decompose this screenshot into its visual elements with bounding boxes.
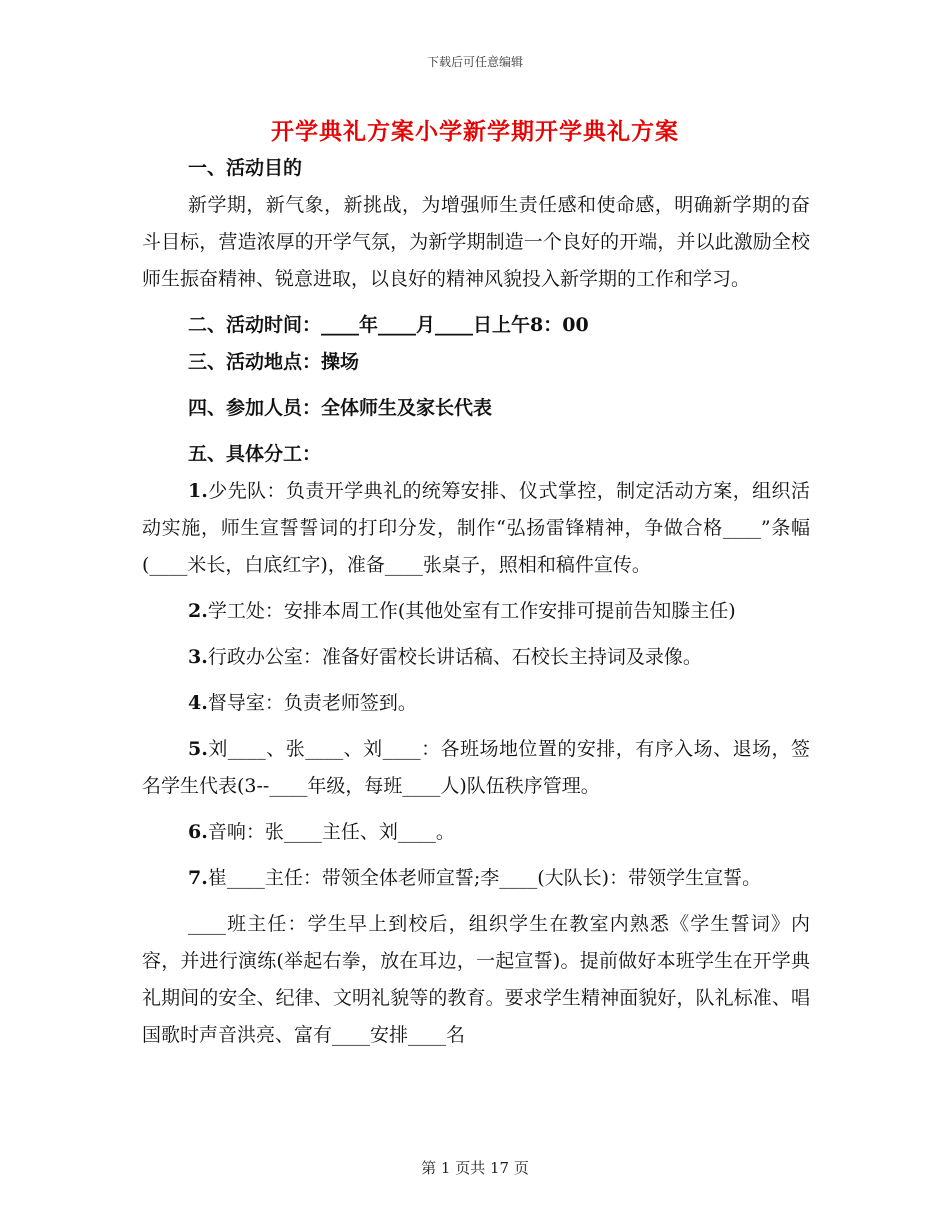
assignment-item (142, 685, 810, 722)
assignment-item (142, 593, 810, 630)
class-teacher-paragraph: ____班主任：学生早上到校后，组织学生在教室内熟悉《学生誓词》内容，并进行演练(举起右拳，放在耳边，一起宣誓)。提前做好本班学生在开学典礼期间的安全、纪律、文明礼貌等的教育。要求学生精神面貌好，队礼标准、唱国歌时声音洪亮、富有____安排____名 (142, 913, 810, 1046)
item-text: 崔____主任：带领全体老师宣誓;李____(大队长)：带领学生宣誓。 (207, 867, 762, 889)
item-number: 7. (188, 867, 208, 889)
item-number: 3. (188, 646, 208, 668)
item-text: 督导室：负责老师签到。 (207, 692, 417, 714)
section-heading-assignments: 五、具体分工： (188, 443, 322, 465)
section-heading-time: 二、活动时间：____年____月____日上午8：00 (188, 314, 589, 336)
section-heading-participants: 四、参加人员：全体师生及家长代表 (188, 397, 493, 419)
item-text: 行政办公室：准备好雷校长讲话稿、石校长主持词及录像。 (207, 646, 702, 668)
item-number: 4. (188, 692, 208, 714)
item-text: 刘____、张____、刘____：各班场地位置的安排，有序入场、退场，签名学生代表(3--____年级，每班____人)队伍秩序管理。 (142, 738, 810, 797)
page-footer: 第 1 页共 17 页 (421, 1159, 529, 1177)
item-number: 6. (188, 821, 208, 843)
assignment-item (142, 860, 810, 897)
item-text: 音响：张____主任、刘____。 (207, 821, 455, 843)
document-body (142, 150, 810, 1054)
header-note: 下载后可任意编辑 (426, 55, 523, 69)
purpose-paragraph: 新学期，新气象，新挑战，为增强师生责任感和使命感，明确新学期的奋斗目标，营造浓厚的开学气氛，为新学期制造一个良好的开端，并以此激励全校师生振奋精神、锐意进取，以良好的精神风貌投入新学期的工作和学习。 (142, 194, 810, 290)
item-number: 2. (188, 600, 208, 622)
section-heading-location: 三、活动地点：操场 (188, 351, 360, 373)
assignment-item (142, 814, 810, 851)
assignment-item (142, 473, 810, 584)
document-title: 开学典礼方案小学新学期开学典礼方案 (271, 118, 679, 145)
assignment-item (142, 639, 810, 676)
item-text: 少先队：负责开学典礼的统筹安排、仪式掌控，制定活动方案，组织活动实施，师生宣誓誓词的打印分发，制作“弘扬雷锋精神，争做合格____”条幅(____米长，白底红字)，准备____张桌子，照相和稿件宣传。 (142, 480, 810, 576)
assignment-item (142, 731, 810, 805)
section-heading-purpose: 一、活动目的 (188, 157, 303, 179)
item-number: 5. (188, 738, 208, 760)
item-text: 学工处：安排本周工作(其他处室有工作安排可提前告知滕主任) (207, 600, 736, 622)
item-number: 1. (188, 480, 208, 502)
